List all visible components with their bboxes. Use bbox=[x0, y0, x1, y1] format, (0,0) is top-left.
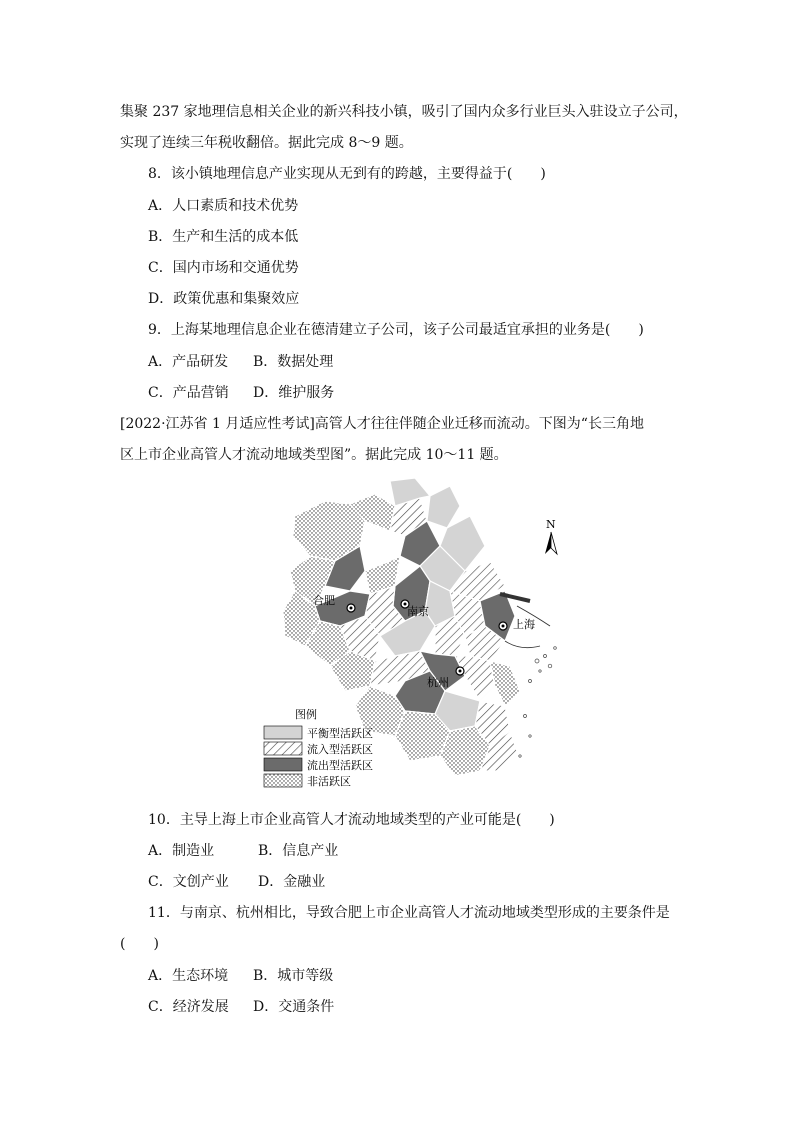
city-label-hefei: 合肥 bbox=[313, 594, 335, 607]
q9-option-a: A．产品研发 bbox=[148, 354, 229, 370]
legend-item-outflow: 流出型活跃区 bbox=[307, 759, 373, 772]
q9-option-b: B．数据处理 bbox=[253, 354, 334, 370]
legend-item-balanced: 平衡型活跃区 bbox=[307, 727, 373, 740]
q11-stem: 11．与南京、杭州相比，导致合肥上市企业高管人才流动地域类型形成的主要条件是 bbox=[148, 905, 670, 921]
q10-stem: 10．主导上海上市企业高管人才流动地域类型的产业可能是( ) bbox=[148, 812, 555, 828]
legend-item-inflow: 流入型活跃区 bbox=[307, 743, 373, 756]
city-label-hangzhou: 杭州 bbox=[427, 676, 449, 689]
map-region bbox=[427, 486, 460, 528]
intro-line-1: 集聚 237 家地理信息相关企业的新兴科技小镇，吸引了国内众多行业巨头入驻设立子公司， bbox=[120, 104, 688, 120]
svg-text:N: N bbox=[546, 518, 556, 531]
q11-option-a: A．生态环境 bbox=[148, 968, 229, 984]
material-line-1: [2022·江苏省 1 月适应性考试]高管人才往往伴随企业迁移而流动。下图为“长三角地 bbox=[120, 416, 644, 432]
legend-item-inactive: 非活跃区 bbox=[307, 775, 351, 788]
map-region bbox=[490, 661, 520, 706]
q11-option-b: B．城市等级 bbox=[253, 968, 334, 984]
yangtze-delta-talent-flow-map bbox=[255, 476, 565, 796]
north-arrow-icon bbox=[545, 518, 557, 554]
q8-option-b: B．生产和生活的成本低 bbox=[148, 229, 299, 245]
q8-stem: 8．该小镇地理信息产业实现从无到有的跨越，主要得益于( ) bbox=[148, 166, 546, 182]
city-label-shanghai: 上海 bbox=[513, 618, 535, 631]
q8-option-d: D．政策优惠和集聚效应 bbox=[148, 291, 300, 307]
q9-option-d: D．维护服务 bbox=[253, 385, 335, 401]
q8-option-c: C．国内市场和交通优势 bbox=[148, 260, 299, 276]
material-line-2: 区上市企业高管人才流动地域类型图”。据此完成 10～11 题。 bbox=[120, 447, 508, 463]
q10-option-a: A．制造业 bbox=[148, 843, 215, 859]
q9-stem: 9．上海某地理信息企业在德清建立子公司，该子公司最适宜承担的业务是( ) bbox=[148, 322, 644, 338]
map-region bbox=[390, 478, 430, 506]
legend-title: 图例 bbox=[295, 708, 317, 721]
q9-option-c: C．产品营销 bbox=[148, 385, 229, 401]
q10-option-b: B．信息产业 bbox=[258, 843, 339, 859]
q11-option-d: D．交通条件 bbox=[253, 999, 335, 1015]
legend bbox=[264, 726, 373, 788]
q8-option-a: A．人口素质和技术优势 bbox=[148, 198, 299, 214]
city-label-nanjing: 南京 bbox=[407, 605, 429, 618]
intro-line-2: 实现了连续三年税收翻倍。据此完成 8～9 题。 bbox=[120, 135, 413, 151]
q11-stem-bracket: ( ) bbox=[120, 936, 159, 952]
q10-option-c: C．文创产业 bbox=[148, 874, 229, 890]
q11-option-c: C．经济发展 bbox=[148, 999, 229, 1015]
q10-option-d: D．金融业 bbox=[258, 874, 326, 890]
